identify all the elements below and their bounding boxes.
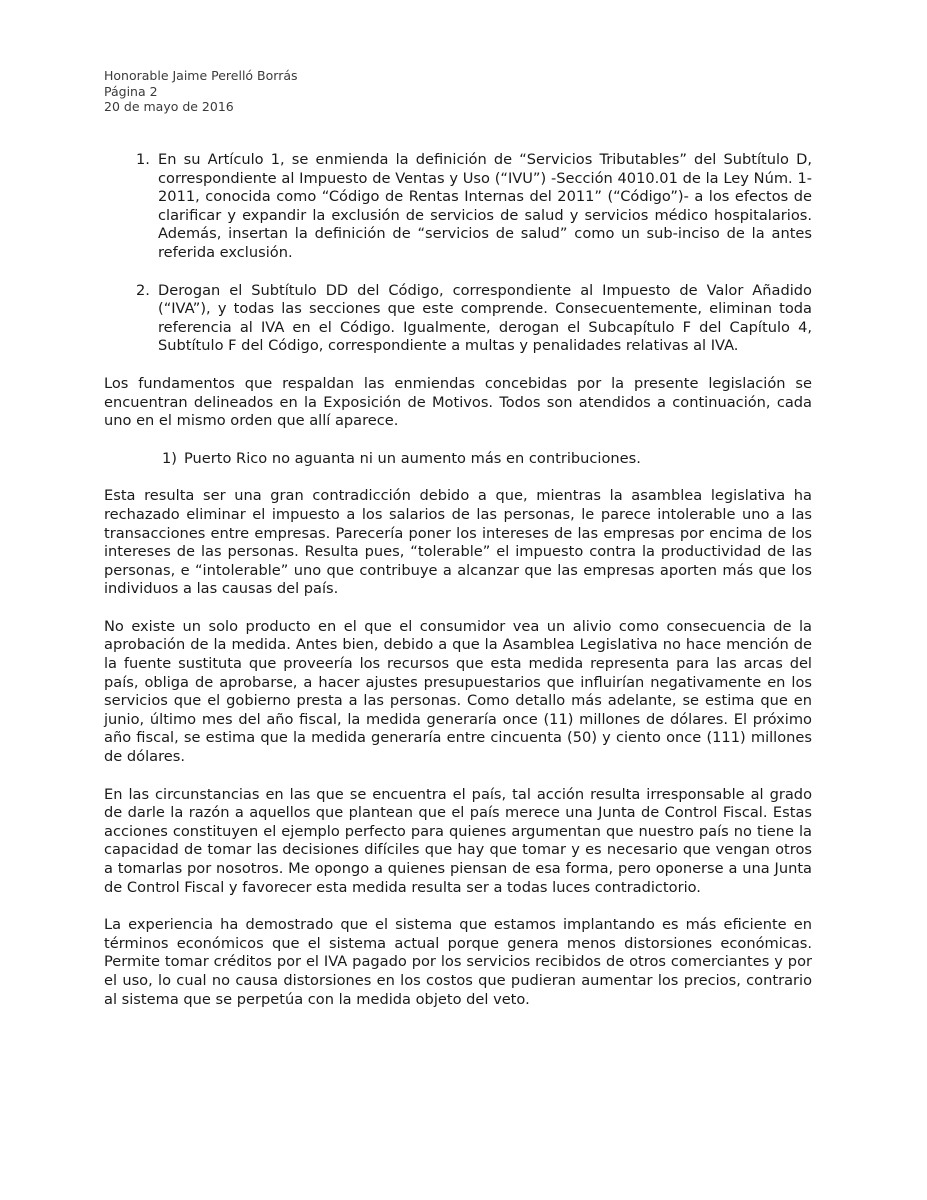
paragraph-contradiccion: Esta resulta ser una gran contradicción debido a que, mientras la asamblea legislativa ha rechazado eliminar el impuesto a los salarios de las personas, le parece intolerable uno a las transacciones entre empresas. Parecería poner los intereses de las empresas por encima de los intereses de las personas. Resulta pues, “tolerable” el impuesto contra la productividad de las personas, e “intolerable” uno que contribuye a alcanzar que las empresas aporten más que los individuos a las causas del país. — [104, 487, 812, 598]
page-number: Página 2 — [104, 83, 158, 99]
list-item-number: 1. — [136, 151, 150, 168]
sub-heading-number: 1) — [162, 449, 177, 467]
amendment-list — [104, 151, 812, 356]
paragraph-fundamentos: Los fundamentos que respaldan las enmiendas concebidas por la presente legislación se encuentran delineados en la Exposición de Motivos. Todos son atendidos a continuación, cada uno en el mismo orden que allí aparece. — [104, 374, 812, 430]
paragraph-circunstancias: En las circunstancias en las que se encuentra el país, tal acción resulta irresponsable al grado de darle la razón a aquellos que plantean que el país merece una Junta de Control Fiscal. Estas acciones constituyen el ejemplo perfecto para quienes argumentan que nuestro país no tiene la capacidad de tomar las decisiones difíciles que hay que tomar y es necesario que vengan otros a tomarlas por nosotros. Me opongo a quienes piensan de esa forma, pero oponerse a una Junta de Control Fiscal y favorecer esta medida resulta ser a todas luces contradictorio. — [104, 785, 812, 896]
list-item — [104, 151, 812, 263]
letter-date: 20 de mayo de 2016 — [104, 99, 234, 114]
sub-heading-text: Puerto Rico no aguanta ni un aumento más en contribuciones. — [184, 449, 641, 467]
list-item-number: 2. — [136, 281, 150, 299]
recipient-line: Honorable Jaime Perelló Borrás — [104, 68, 298, 83]
list-item-text: Derogan el Subtítulo DD del Código, correspondiente al Impuesto de Valor Añadido (“IVA”), y todas las secciones que este comprende. Consecuentemente, eliminan toda referencia al IVA en el Código. Igualmente, derogan el Subcapítulo F del Capítulo 4, Subtítulo F del Código, correspondiente a multas y penalidades relativas al IVA. — [158, 281, 812, 355]
paragraph-consumidor: No existe un solo producto en el que el consumidor vea un alivio como consecuencia de la aprobación de la medida. Antes bien, debido a que la Asamblea Legislativa no hace mención de la fuente sustituta que proveería los recursos que esta medida representa para las arcas del país, obliga de aprobarse, a hacer ajustes presupuestarios que influirían negativamente en los servicios que el gobierno presta a las personas. Como detallo más adelante, se estima que en junio, último mes del año fiscal, la medida generaría once (11) millones de dólares. El próximo año fiscal, se estima que la medida generaría entre cincuenta (50) y ciento once (111) millones de dólares. — [104, 617, 812, 766]
letter-body — [104, 151, 812, 1028]
letter-header — [104, 68, 298, 115]
list-item-text: En su Artículo 1, se enmienda la definición de “Servicios Tributables” del Subtítulo D, correspondiente al Impuesto de Ventas y Uso (“IVU”) -Sección 4010.01 de la Ley Núm. 1-2011, conocida como “Código de Rentas Internas del 2011” (“Código”)- a los efectos de clarificar y expandir la exclusión de servicios de salud y servicios médico hospitalarios. Además, insertan la definición de “servicios de salud” como un sub-inciso de la antes referida exclusión. — [158, 151, 812, 261]
sub-heading — [104, 450, 812, 469]
paragraph-experiencia: La experiencia ha demostrado que el sistema que estamos implantando es más eficiente en términos económicos que el sistema actual porque genera menos distorsiones económicas. Permite tomar créditos por el IVA pagado por los servicios recibidos de otros comerciantes y por el uso, lo cual no causa distorsiones en los costos que pudieran aumentar los precios, contrario al sistema que se perpetúa con la medida objeto del veto. — [104, 916, 812, 1008]
list-item — [104, 282, 812, 356]
